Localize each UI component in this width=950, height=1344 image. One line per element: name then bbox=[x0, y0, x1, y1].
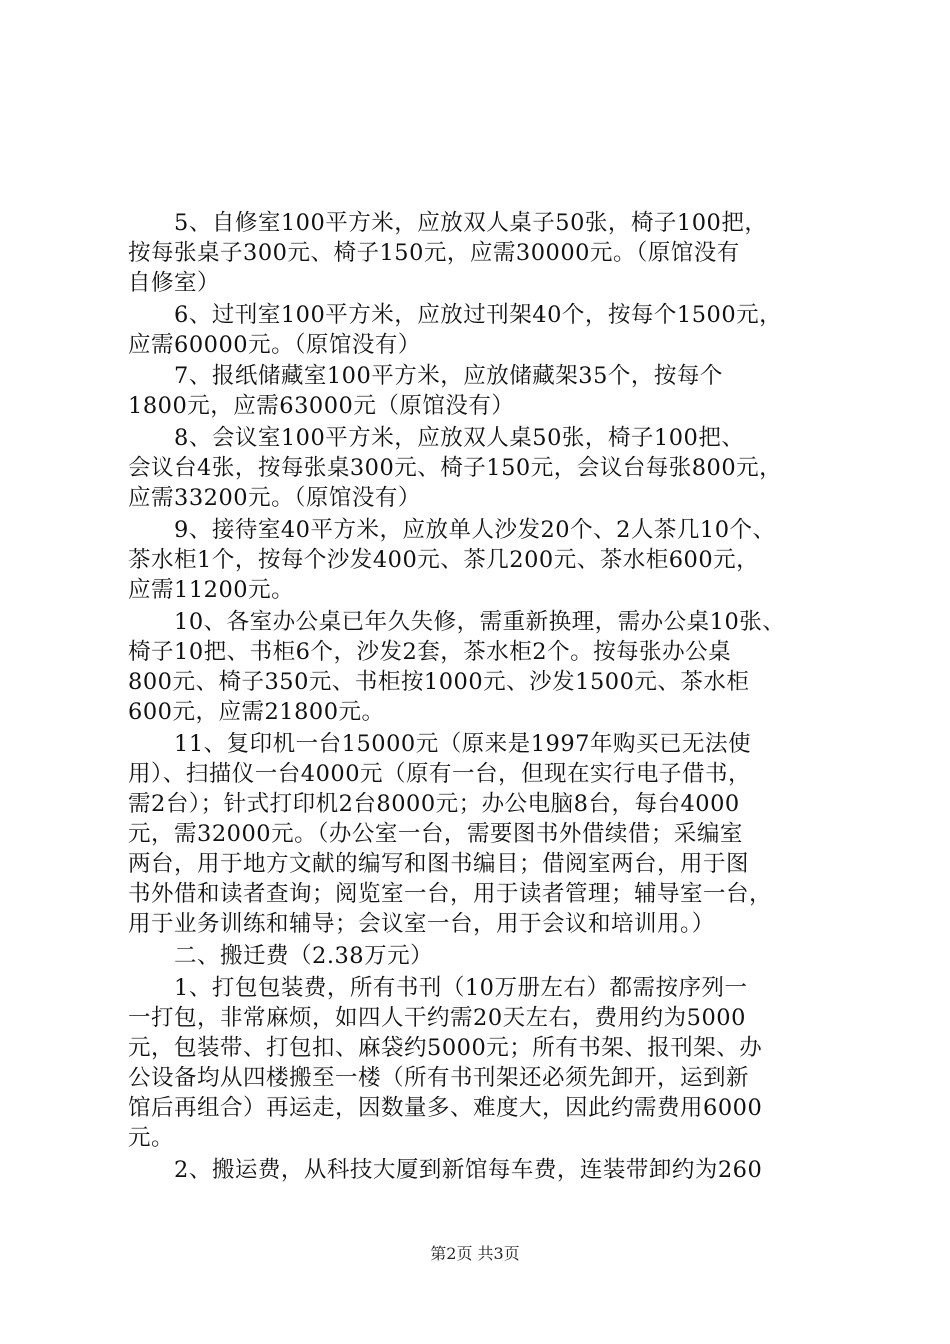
text-line: 书外借和读者查询；阅览室一台，用于读者管理；辅导室一台， bbox=[128, 881, 773, 907]
text-line: 元。 bbox=[128, 1125, 175, 1151]
text-line: 10、各室办公桌已年久失修，需重新换理，需办公桌10张、 bbox=[128, 609, 786, 635]
text-line: 11、复印机一台15000元（原来是1997年购买已无法使 bbox=[128, 731, 751, 757]
text-line: 会议台4张，按每张桌300元、椅子150元，会议台每张800元， bbox=[128, 455, 783, 481]
text-line: 8、会议室100平方米，应放双人桌50张，椅子100把、 bbox=[128, 425, 745, 451]
text-line: 1800元，应需63000元（原馆没有） bbox=[128, 393, 515, 419]
text-line: 自修室） bbox=[128, 270, 221, 296]
text-line: 馆后再组合）再运走，因数量多、难度大，因此约需费用6000 bbox=[128, 1095, 763, 1121]
text-line: 用）、扫描仪一台4000元（原有一台，但现在实行电子借书， bbox=[128, 761, 752, 787]
text-line: 元，包装带、打包扣、麻袋约5000元；所有书架、报刊架、办 bbox=[128, 1035, 763, 1061]
text-line: 2、搬运费，从科技大厦到新馆每车费，连装带卸约为260 bbox=[128, 1157, 763, 1183]
text-line: 5、自修室100平方米，应放双人桌子50张，椅子100把， bbox=[128, 210, 768, 236]
text-line: 6、过刊室100平方米，应放过刊架40个，按每个1500元， bbox=[128, 302, 783, 328]
text-line: 一打包，非常麻烦，如四人干约需20天左右，费用约为5000 bbox=[128, 1005, 746, 1031]
text-line: 用于业务训练和辅导；会议室一台，用于会议和培训用。） bbox=[128, 911, 715, 937]
text-line: 按每张桌子300元、椅子150元，应需30000元。（原馆没有 bbox=[128, 240, 740, 266]
text-line: 1、打包包装费，所有书刊（10万册左右）都需按序列一 bbox=[128, 975, 748, 1001]
text-line: 600元，应需21800元。 bbox=[128, 699, 385, 725]
text-line: 公设备均从四楼搬至一楼（所有书刊架还必须先卸开，运到新 bbox=[128, 1065, 750, 1091]
section-heading: 二、搬迁费（2.38万元） bbox=[128, 943, 434, 969]
text-line: 应需11200元。 bbox=[128, 577, 295, 603]
text-line: 9、接待室40平方米，应放单人沙发20个、2人茶几10个、 bbox=[128, 517, 776, 543]
text-line: 需2台）；针式打印机2台8000元；办公电脑8台，每台4000 bbox=[128, 791, 740, 817]
text-line: 两台，用于地方文献的编写和图书编目；借阅室两台，用于图 bbox=[128, 851, 750, 877]
text-line: 茶水柜1个，按每个沙发400元、茶几200元、茶水柜600元， bbox=[128, 547, 760, 573]
text-line: 椅子10把、书柜6个，沙发2套，茶水柜2个。按每张办公桌 bbox=[128, 639, 732, 665]
text-line: 元，需32000元。（办公室一台，需要图书外借续借；采编室 bbox=[128, 821, 743, 847]
page-footer: 第2页 共3页 bbox=[430, 1244, 520, 1263]
text-line: 7、报纸储藏室100平方米，应放储藏架35个，按每个 bbox=[128, 363, 723, 389]
text-line: 800元、椅子350元、书柜按1000元、沙发1500元、茶水柜 bbox=[128, 669, 750, 695]
text-line: 应需33200元。（原馆没有） bbox=[128, 485, 421, 511]
text-line: 应需60000元。（原馆没有） bbox=[128, 332, 421, 358]
